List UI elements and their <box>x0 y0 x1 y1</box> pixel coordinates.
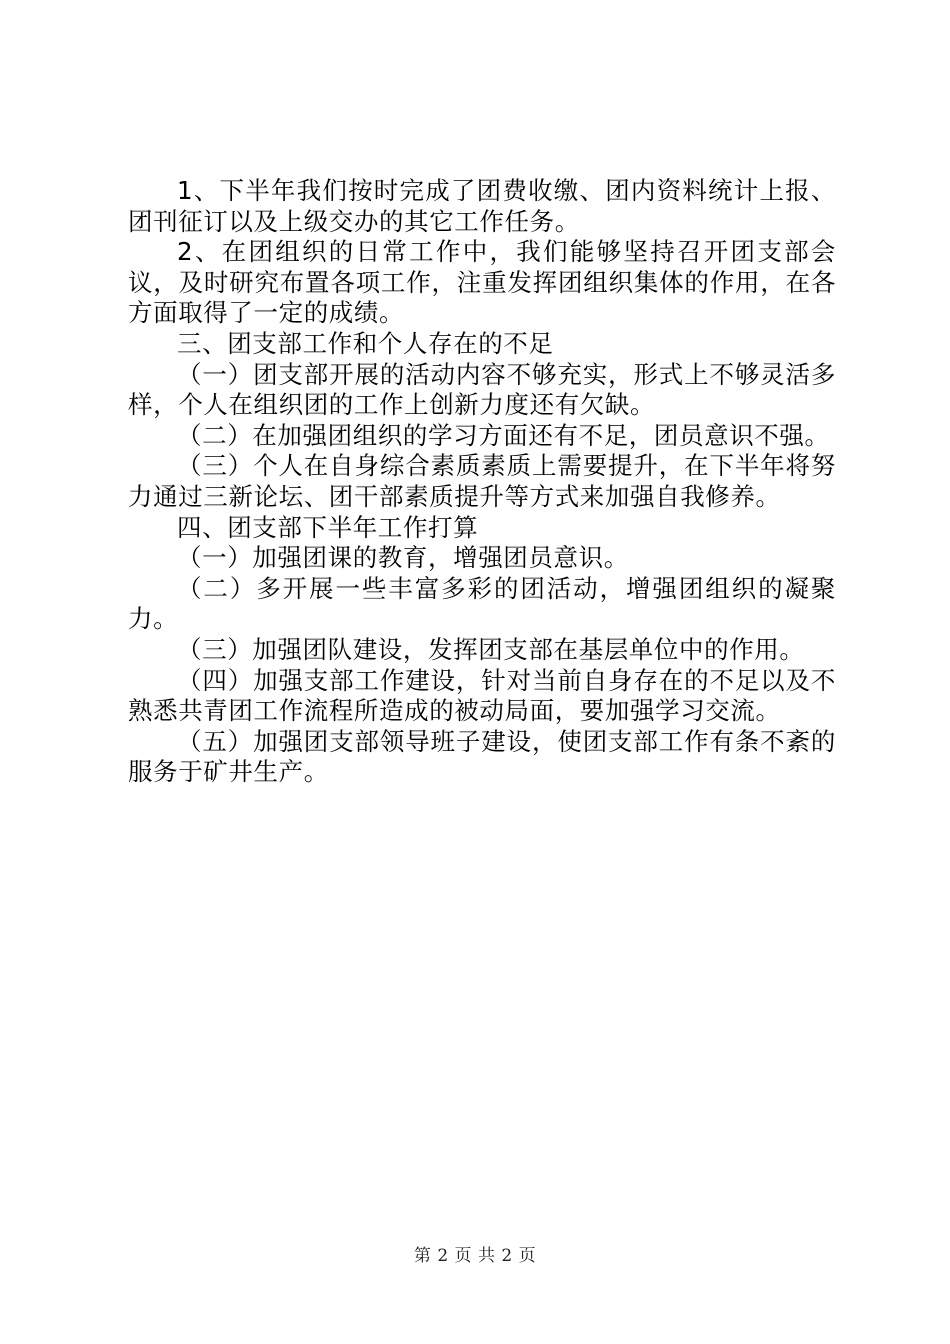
section-heading-shortcomings: 三、团支部工作和个人存在的不足 <box>177 328 554 358</box>
paragraph-shortcoming-1: （一）团支部开展的活动内容不够充实，形式上不够灵活多样，个人在组织团的工作上创新力度还有欠缺。 <box>128 359 836 420</box>
paragraph-plan-4: （四）加强支部工作建设，针对当前自身存在的不足以及不熟悉共青团工作流程所造成的被动局面，要加强学习交流。 <box>128 665 836 726</box>
paragraph-plan-2: （二）多开展一些丰富多彩的团活动，增强团组织的凝聚力。 <box>128 573 836 634</box>
page-footer: 第 2 页 共 2 页 <box>413 1246 537 1266</box>
document-body <box>128 176 836 788</box>
paragraph-plan-5: （五）加强团支部领导班子建设，使团支部工作有条不紊的服务于矿井生产。 <box>128 726 836 787</box>
paragraph-plan-3: （三）加强团队建设，发挥团支部在基层单位中的作用。 <box>177 634 805 664</box>
paragraph-plan-1: （一）加强团课的教育，增强团员意识。 <box>177 543 629 573</box>
paragraph-shortcoming-2: （二）在加强团组织的学习方面还有不足，团员意识不强。 <box>177 420 830 450</box>
paragraph-item-1: 1、下半年我们按时完成了团费收缴、团内资料统计上报、团刊征订以及上级交办的其它工作任务。 <box>128 176 836 236</box>
paragraph-shortcoming-3: （三）个人在自身综合素质素质上需要提升，在下半年将努力通过三新论坛、团干部素质提升等方式来加强自我修养。 <box>128 451 836 511</box>
paragraph-item-2: 2、在团组织的日常工作中，我们能够坚持召开团支部会议，及时研究布置各项工作，注重发挥团组织集体的作用，在各方面取得了一定的成绩。 <box>128 237 836 328</box>
section-heading-plans: 四、团支部下半年工作打算 <box>177 512 479 542</box>
